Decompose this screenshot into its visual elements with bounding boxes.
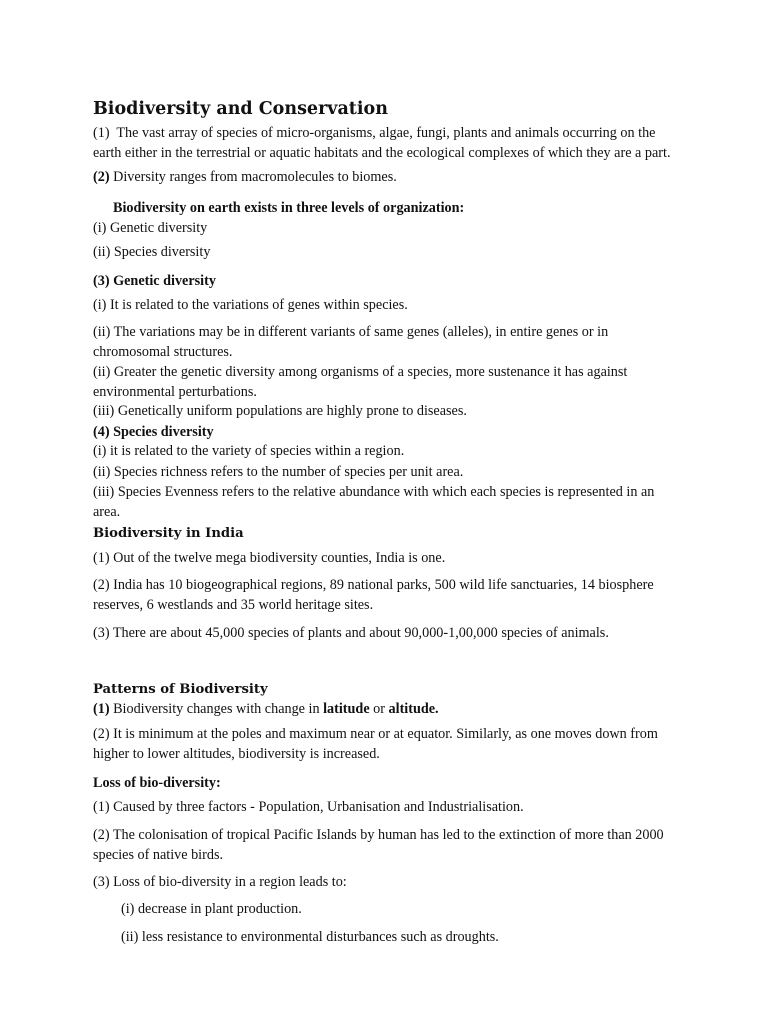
- loss-p2-line1: (2) The colonisation of tropical Pacific Islands by human has led to the extinction of more than 2000: [93, 827, 664, 843]
- page-title: Biodiversity and Conservation: [93, 99, 388, 119]
- levels-heading: Biodiversity on earth exists in three levels of organization:: [113, 200, 465, 216]
- species-heading: (4) Species diversity: [93, 424, 214, 440]
- genetic-i: (i) It is related to the variations of genes within species.: [93, 297, 408, 313]
- level-item-species: (ii) Species diversity: [93, 244, 211, 260]
- patterns-p2-line1: (2) It is minimum at the poles and maximum near or at equator. Similarly, as one moves down from: [93, 726, 658, 742]
- loss-p1: (1) Caused by three factors - Population, Urbanisation and Industrialisation.: [93, 799, 524, 815]
- patterns-p1-or: or: [373, 701, 385, 717]
- patterns-p1-altitude: altitude.: [388, 701, 439, 717]
- india-p2-line2: reserves, 6 westlands and 35 world heritage sites.: [93, 597, 374, 613]
- level-item-genetic: (i) Genetic diversity: [93, 220, 208, 236]
- genetic-ii-a-line1: (ii) The variations may be in different variants of same genes (alleles), in entire genes or in: [93, 324, 609, 340]
- loss-p3: (3) Loss of bio-diversity in a region leads to:: [93, 874, 347, 890]
- india-heading: Biodiversity in India: [93, 526, 244, 541]
- loss-p2-line2: species of native birds.: [93, 847, 224, 863]
- loss-heading: Loss of bio-diversity:: [93, 775, 221, 791]
- title-block: [93, 98, 678, 120]
- species-i: (i) it is related to the variety of species within a region.: [93, 443, 405, 459]
- patterns-p1: [93, 699, 678, 719]
- india-p3: (3) There are about 45,000 species of plants and about 90,000-1,00,000 species of animals.: [93, 625, 609, 641]
- intro-p2-text: Diversity ranges from macromolecules to biomes.: [113, 169, 397, 185]
- intro-p1-text: The vast array of species of micro-organisms, algae, fungi, plants and animals occurring on the: [116, 125, 656, 141]
- patterns-p2-line2: higher to lower altitudes, biodiversity is increased.: [93, 746, 380, 762]
- species-iii-line2: area.: [93, 504, 121, 520]
- intro-p2-number: (2): [93, 169, 110, 185]
- intro-p1-line1: [93, 123, 678, 143]
- patterns-p1-text: Biodiversity changes with change in: [113, 701, 320, 717]
- intro-p2: [93, 167, 678, 187]
- patterns-p1-latitude: latitude: [323, 701, 370, 717]
- genetic-ii-b-line1: (ii) Greater the genetic diversity among organisms of a species, more sustenance it has against: [93, 364, 628, 380]
- genetic-iii: (iii) Genetically uniform populations are highly prone to diseases.: [93, 403, 467, 419]
- species-ii: (ii) Species richness refers to the number of species per unit area.: [93, 464, 464, 480]
- genetic-heading: (3) Genetic diversity: [93, 273, 216, 289]
- patterns-p1-number: (1): [93, 701, 110, 717]
- loss-sub-ii: (ii) less resistance to environmental disturbances such as droughts.: [121, 929, 499, 945]
- loss-sub-i: (i) decrease in plant production.: [121, 901, 302, 917]
- intro-p1-line2: earth either in the terrestrial or aquatic habitats and the ecological complexes of which they are a part.: [93, 145, 671, 161]
- genetic-ii-b-line2: environmental perturbations.: [93, 384, 257, 400]
- genetic-ii-a-line2: chromosomal structures.: [93, 344, 233, 360]
- intro-p1-number: (1): [93, 125, 110, 141]
- india-p1: (1) Out of the twelve mega biodiversity counties, India is one.: [93, 550, 446, 566]
- patterns-heading: Patterns of Biodiversity: [93, 682, 268, 697]
- india-p2-line1: (2) India has 10 biogeographical regions, 89 national parks, 500 wild life sanctuaries, 14 biosphere: [93, 577, 654, 593]
- species-iii-line1: (iii) Species Evenness refers to the relative abundance with which each species is represented in an: [93, 484, 655, 500]
